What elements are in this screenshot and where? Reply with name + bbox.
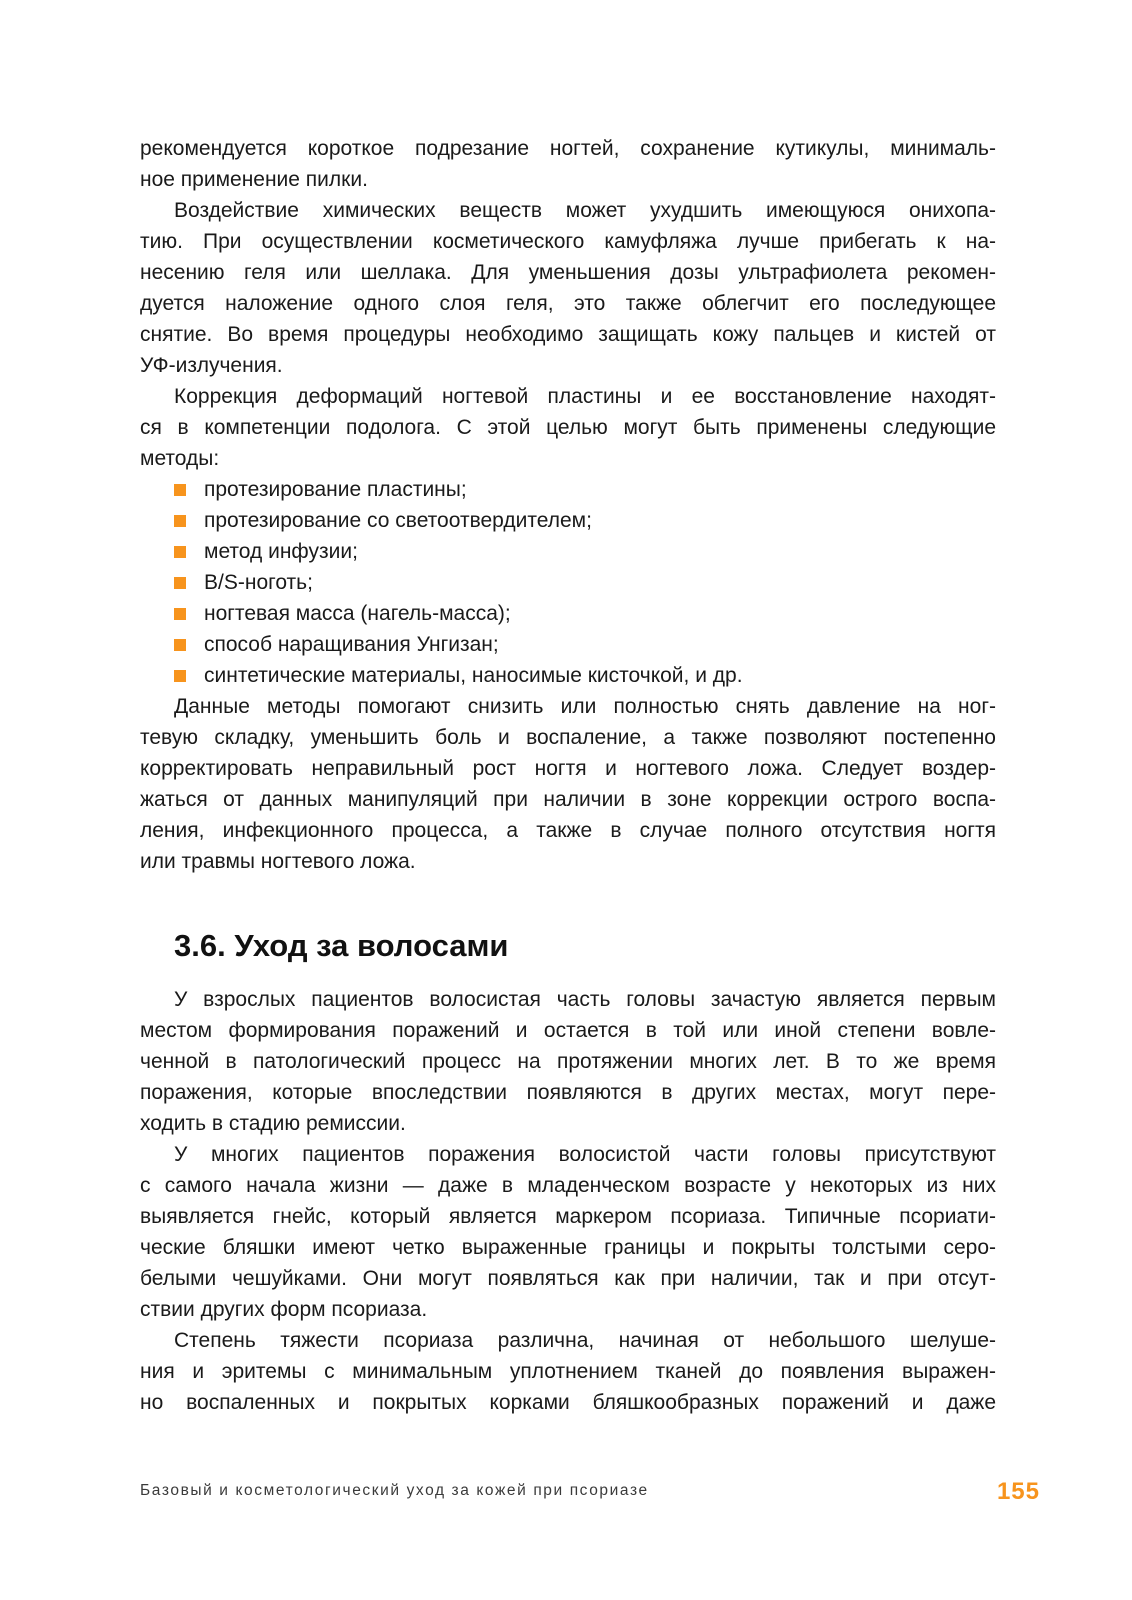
text-line: рекомендуется короткое подрезание ногтей, сохранение кутикулы, минималь- xyxy=(140,137,996,160)
list-item xyxy=(140,629,996,660)
list-item-label: протезирование со светоотвердителем; xyxy=(204,509,592,532)
text-line: корректировать неправильный рост ногтя и ногтевого ложа. Следует воздер- xyxy=(140,757,996,780)
text-line: ное применение пилки. xyxy=(140,168,368,191)
square-bullet-icon xyxy=(174,546,186,558)
square-bullet-icon xyxy=(174,515,186,527)
text-line: ческие бляшки имеют четко выраженные границы и покрыты толстыми серо- xyxy=(140,1236,996,1259)
text-line: ствии других форм псориаза. xyxy=(140,1298,428,1321)
text-line: или травмы ногтевого ложа. xyxy=(140,850,416,873)
square-bullet-icon xyxy=(174,484,186,496)
text-line: несению геля или шеллака. Для уменьшения дозы ультрафиолета рекомен- xyxy=(140,261,996,284)
page-number: 155 xyxy=(996,1478,1040,1505)
text-line: ходить в стадию ремиссии. xyxy=(140,1112,406,1135)
section-heading: 3.6. Уход за волосами xyxy=(174,928,509,963)
list-item-label: протезирование пластины; xyxy=(204,478,467,501)
text-line: выявляется гнейс, который является маркером псориаза. Типичные псориати- xyxy=(140,1205,996,1228)
page-footer xyxy=(140,1478,1040,1508)
methods-list xyxy=(140,474,996,691)
text-line: УФ-излучения. xyxy=(140,354,283,377)
page-body-bottom xyxy=(140,984,996,1418)
text-line: методы: xyxy=(140,447,220,470)
list-item xyxy=(140,505,996,536)
text-line: снятие. Во время процедуры необходимо защищать кожу пальцев и кистей от xyxy=(140,323,996,346)
square-bullet-icon xyxy=(174,577,186,589)
text-line: У взрослых пациентов волосистая часть головы зачастую является первым xyxy=(174,988,996,1011)
page-body-top xyxy=(140,133,996,877)
text-line: Данные методы помогают снизить или полностью снять давление на ног- xyxy=(174,695,996,718)
text-line: белыми чешуйками. Они могут появляться как при наличии, так и при отсут- xyxy=(140,1267,996,1290)
text-line: ченной в патологический процесс на протяжении многих лет. В то же время xyxy=(140,1050,996,1073)
list-item xyxy=(140,474,996,505)
list-item-label: метод инфузии; xyxy=(204,540,358,563)
text-line: ся в компетенции подолога. С этой целью могут быть применены следующие xyxy=(140,416,996,439)
square-bullet-icon xyxy=(174,639,186,651)
text-line: дуется наложение одного слоя геля, это также облегчит его последующее xyxy=(140,292,996,315)
list-item xyxy=(140,567,996,598)
text-line: местом формирования поражений и остается в той или иной степени вовле- xyxy=(140,1019,996,1042)
text-line: Воздействие химических веществ может ухудшить имеющуюся онихопа- xyxy=(174,199,996,222)
list-item xyxy=(140,598,996,629)
running-footer-title: Базовый и косметологический уход за кожей при псориазе xyxy=(140,1482,649,1499)
list-item-label: способ наращивания Унгизан; xyxy=(204,633,499,656)
square-bullet-icon xyxy=(174,608,186,620)
text-line: поражения, которые впоследствии появляются в других местах, могут пере- xyxy=(140,1081,996,1104)
list-item-label: ногтевая масса (нагель-масса); xyxy=(204,602,511,625)
text-line: тевую складку, уменьшить боль и воспаление, а также позволяют постепенно xyxy=(140,726,996,749)
text-line: ления, инфекционного процесса, а также в случае полного отсутствия ногтя xyxy=(140,819,996,842)
text-line: с самого начала жизни — даже в младенческом возрасте у некоторых из них xyxy=(140,1174,996,1197)
text-line: Степень тяжести псориаза различна, начиная от небольшого шелуше- xyxy=(174,1329,996,1352)
list-item xyxy=(140,536,996,567)
text-line: У многих пациентов поражения волосистой части головы присутствуют xyxy=(174,1143,996,1166)
text-line: Коррекция деформаций ногтевой пластины и ее восстановление находят- xyxy=(174,385,996,408)
list-item-label: B/S-ноготь; xyxy=(204,571,313,594)
text-line: тию. При осуществлении косметического камуфляжа лучше прибегать к на- xyxy=(140,230,996,253)
text-line: жаться от данных манипуляций при наличии в зоне коррекции острого воспа- xyxy=(140,788,996,811)
square-bullet-icon xyxy=(174,670,186,682)
text-line: но воспаленных и покрытых корками бляшкообразных поражений и даже xyxy=(140,1391,996,1414)
text-line: ния и эритемы с минимальным уплотнением тканей до появления выражен- xyxy=(140,1360,996,1383)
list-item xyxy=(140,660,996,691)
list-item-label: синтетические материалы, наносимые кисточкой, и др. xyxy=(204,664,743,687)
